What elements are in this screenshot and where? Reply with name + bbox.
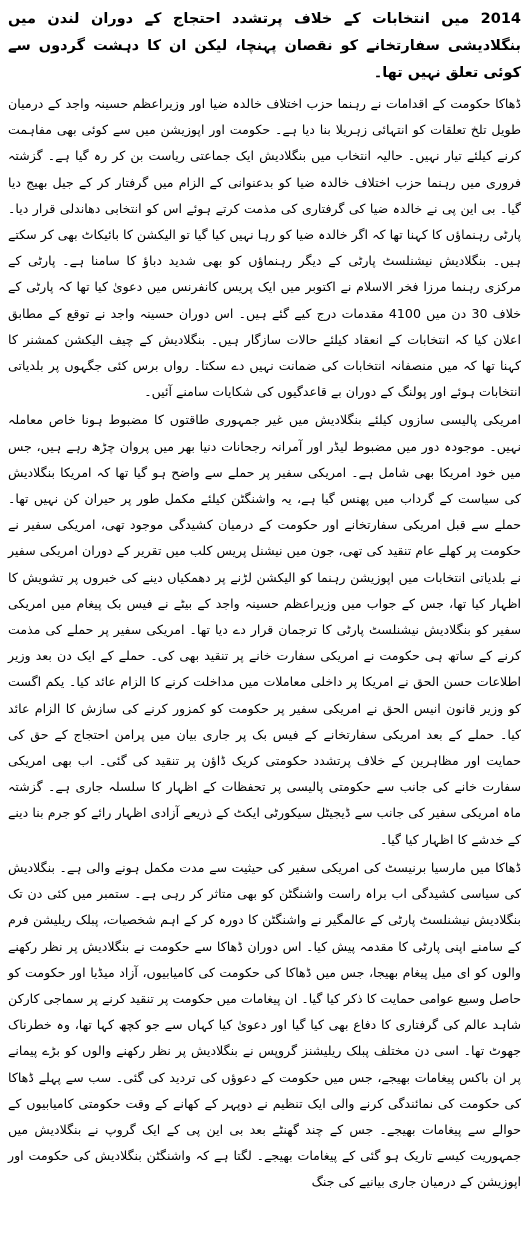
article-paragraph: ڈھاکا میں مارسیا برنیسٹ کی امریکی سفیر کی حیثیت سے مدت مکمل ہونے والی ہے۔ بنگلادیش کی سیاسی کشیدگی اب براہ راست واشنگٹن کو بھی متاثر کر رہی ہے۔ ستمبر میں کئی دن تک بنگلادیش نیشنلسٹ پارٹی کے عالمگیر نے واشنگٹن کا دورہ کر کے اہم شخصیات، پبلک ریلیشن فرم کے سامنے اپنی پارٹی کا مقدمہ پیش کیا۔ اس دوران ڈھاکا سے حکومت نے بنگلادیش پر نظر رکھنے والوں کو ای میل پیغام بھیجا، جس میں ڈھاکا کی حکومت کی کامیابیوں، آزاد میڈیا اور حکومت کو حاصل وسیع عوامی حمایت کا ذکر کیا گیا۔ ان پیغامات میں حکومت پر تنقید کرنے پر سماجی کارکن شاہد عالم کی گرفتاری کا دفاع بھی کیا گیا اور دعویٰ کیا کہاں سے جو کچھ کہا تھا، وہ خطرناک جھوٹ تھا۔ اسی دن مختلف پبلک ریلیشنز گروپس نے بنگلادیش پر نظر رکھنے والوں کو بڑے پیمانے پر ان باکس پیغامات بھیجے، جس میں حکومت کے دعوؤں کی تردید کی گئی۔ سب سے پہلے ڈھاکا کی حکومت کی نمائندگی کرنے والی ایک تنظیم نے دوپہر کے کھانے کے وقت حکومتی کامیابیوں کے حوالے سے پیغامات بھیجے۔ جس کے چند گھنٹے بعد بی این پی کے ایک گروپ نے بنگلادیش میں جمہوریت کیسے تاریک ہو گئی کے پیغامات بھیجے۔ لگتا ہے کہ واشنگٹن بنگلادیش کی حکومت اور اپوزیشن کے درمیان جاری بیانیے کی جنگ — [8, 859, 521, 1190]
article-paragraph: امریکی پالیسی سازوں کیلئے بنگلادیش میں غیر جمہوری طاقتوں کا مضبوط ہونا خاص معاملہ نہیں۔ موجودہ دور میں مضبوط لیڈر اور آمرانہ رجحانات دنیا بھر میں پروان چڑھ رہے ہیں، جس میں خود امریکا بھی شامل ہے۔ امریکی سفیر پر حملے سے واضح ہو گیا تھا کہ امریکا بنگلادیش کی سیاست کے گرداب میں پھنس گیا ہے، یہ واشنگٹن کیلئے مکمل طور پر حیران کن نہیں تھا۔ حملے سے قبل امریکی سفارتخانے اور حکومت کے درمیان کشیدگی موجود تھی، امریکی سفیر نے حکومت پر کھلے عام تنقید کی تھی، جون میں نیشنل پریس کلب میں تقریر کے دوران امریکی سفیر نے بلدیاتی انتخابات میں اپوزیشن رہنما کو الیکشن لڑنے پر دھمکیاں دینے کی خبروں پر تشویش کا اظہار کیا تھا، جس کے جواب میں وزیراعظم حسینہ واجد کے بیٹے نے فیس بک پیغام میں امریکی سفیر کو بنگلادیش نیشنلسٹ پارٹی کا ترجمان قرار دے دیا تھا۔ امریکی سفیر پر حملے کی مذمت کرنے کے ساتھ ہی حکومت نے امریکی سفارت خانے پر تنقید بھی کی۔ حملے کے ایک دن بعد وزیر اطلاعات حسن الحق نے امریکا پر داخلی معاملات میں مداخلت کرنے کا الزام عائد کیا۔ یکم اگست کو وزیر قانون انیس الحق نے امریکی سفیر پر حکومت کو کمزور کرنے کی سازش کا الزام عائد کیا۔ حملے کے بعد امریکی سفارتخانے کے فیس بک پر جاری بیان میں پرامن احتجاج کے حق کی حمایت اور مظاہرین کے خلاف پرتشدد حکومتی کریک ڈاؤن پر تنقید کی گئی۔ اب بھی امریکی سفارت خانے کی جانب سے حکومتی پالیسی پر تحفظات کے اظہار کا سلسلہ جاری ہے۔ گزشتہ ماہ امریکی سفیر کی جانب سے ڈیجیٹل سیکورٹی ایکٹ کے ذریعے آزادی اظہار رائے کو جرم بنا دینے کے خدشے کا اظہار کیا گیا۔ — [8, 412, 521, 847]
article-paragraph: ڈھاکا حکومت کے اقدامات نے رہنما حزب اختلاف خالدہ ضیا اور وزیراعظم حسینہ واجد کے درمیان طویل تلخ تعلقات کو انتہائی زہریلا بنا دیا ہے۔ حکومت اور اپوزیشن میں سے کوئی بھی مفاہمت کرنے کیلئے تیار نہیں۔ حالیہ انتخاب میں بنگلادیش ایک جماعتی ریاست بن کر رہ گیا ہے۔ گزشتہ فروری میں رہنما حزب اختلاف خالدہ ضیا کو بدعنوانی کے الزام میں گرفتار کر کے جیل بھیج دیا گیا۔ بی این پی نے خالدہ ضیا کی گرفتاری کی مذمت کرتے ہوئے اس کو انتخابی دھاندلی قرار دیا۔ پارٹی رہنماؤں کا کہنا تھا کہ اگر خالدہ ضیا کو رہا نہیں کیا گیا تو الیکشن کا بائیکاٹ بھی کر سکتے ہیں۔ بنگلادیش نیشنلسٹ پارٹی کے دیگر رہنماؤں کو بھی شدید دباؤ کا سامنا ہے۔ پارٹی کے مرکزی رہنما مرزا فخر الاسلام نے اکتوبر میں ایک پریس کانفرنس میں دعویٰ کیا تھا کہ پارٹی کے خلاف 30 دن میں 4100 مقدمات درج کیے گئے ہیں۔ اس دوران حسینہ واجد نے توقع کے مطابق اعلان کیا کہ انتخابات کے انعقاد کیلئے حالات سازگار ہیں۔ بنگلادیش کے چیف الیکشن کمشنر کا کہنا تھا کہ میں منصفانہ انتخابات کی ضمانت نہیں دے سکتا۔ رواں برس کئی جگہوں پر بلدیاتی انتخابات ہوئے اور پولنگ کے دوران بے قاعدگیوں کی شکایات سامنے آئیں۔ — [8, 96, 522, 400]
article-headline: 2014 میں انتخابات کے خلاف پرتشدد احتجاج کے دوران لندن میں بنگلادیشی سفارتخانے کو نقصان پہنچا، لیکن ان کا دہشت گردوں سے کوئی تعلق نہیں تھا۔ — [8, 11, 521, 81]
